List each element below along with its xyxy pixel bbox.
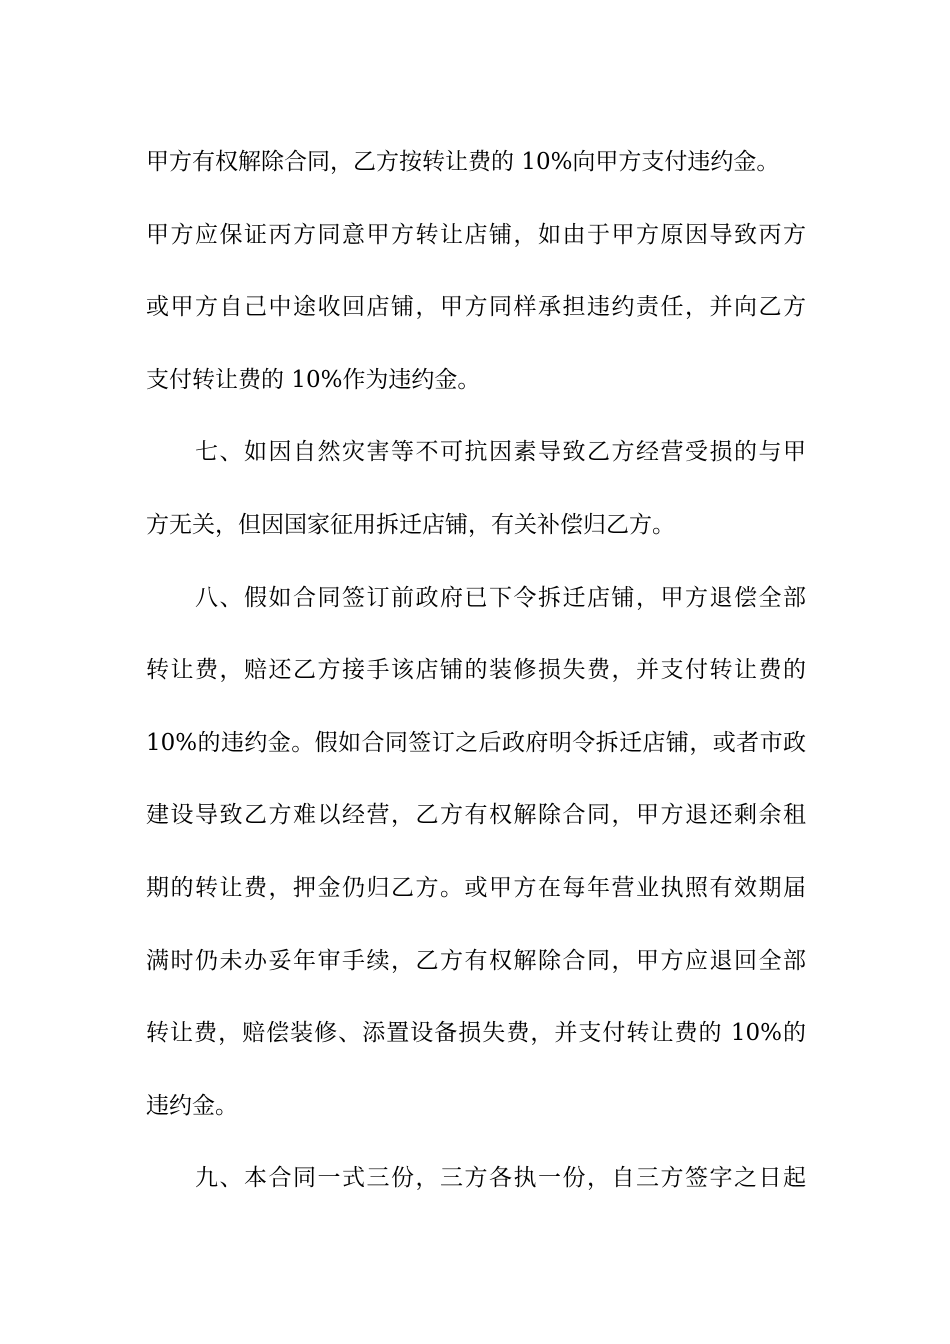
clause-8-start: 八、假如合同签订前政府已下令拆迁店铺，甲方退偿全部 — [146, 584, 806, 611]
clause-9-start: 九、本合同一式三份，三方各执一份，自三方签字之日起 — [146, 1165, 806, 1192]
text-line: 甲方有权解除合同，乙方按转让费的 10%向甲方支付违约金。 — [146, 149, 780, 175]
text-line: 满时仍未办妥年审手续，乙方有权解除合同，甲方应退回全部 — [146, 947, 806, 974]
text-line: 10%的违约金。假如合同签订之后政府明令拆迁店铺，或者市政 — [146, 729, 806, 756]
text-line: 支付转让费的 10%作为违约金。 — [146, 366, 481, 393]
text-line: 转让费，赔还乙方接手该店铺的装修损失费，并支付转让费的 — [146, 657, 806, 684]
text-line: 甲方应保证丙方同意甲方转让店铺，如由于甲方原因导致丙方 — [146, 221, 806, 248]
clause-7-start: 七、如因自然灾害等不可抗因素导致乙方经营受损的与甲 — [146, 439, 806, 466]
text-line: 转让费，赔偿装修、添置设备损失费，并支付转让费的 10%的 — [146, 1020, 806, 1047]
text-line: 或甲方自己中途收回店铺，甲方同样承担违约责任，并向乙方 — [146, 294, 806, 321]
text-line: 建设导致乙方难以经营，乙方有权解除合同，甲方退还剩余租 — [146, 802, 806, 829]
text-line: 方无关，但因国家征用拆迁店铺，有关补偿归乙方。 — [146, 511, 675, 538]
text-line: 期的转让费，押金仍归乙方。或甲方在每年营业执照有效期届 — [146, 874, 806, 901]
contract-body-text — [146, 126, 806, 1215]
text-line: 违约金。 — [146, 1092, 238, 1119]
